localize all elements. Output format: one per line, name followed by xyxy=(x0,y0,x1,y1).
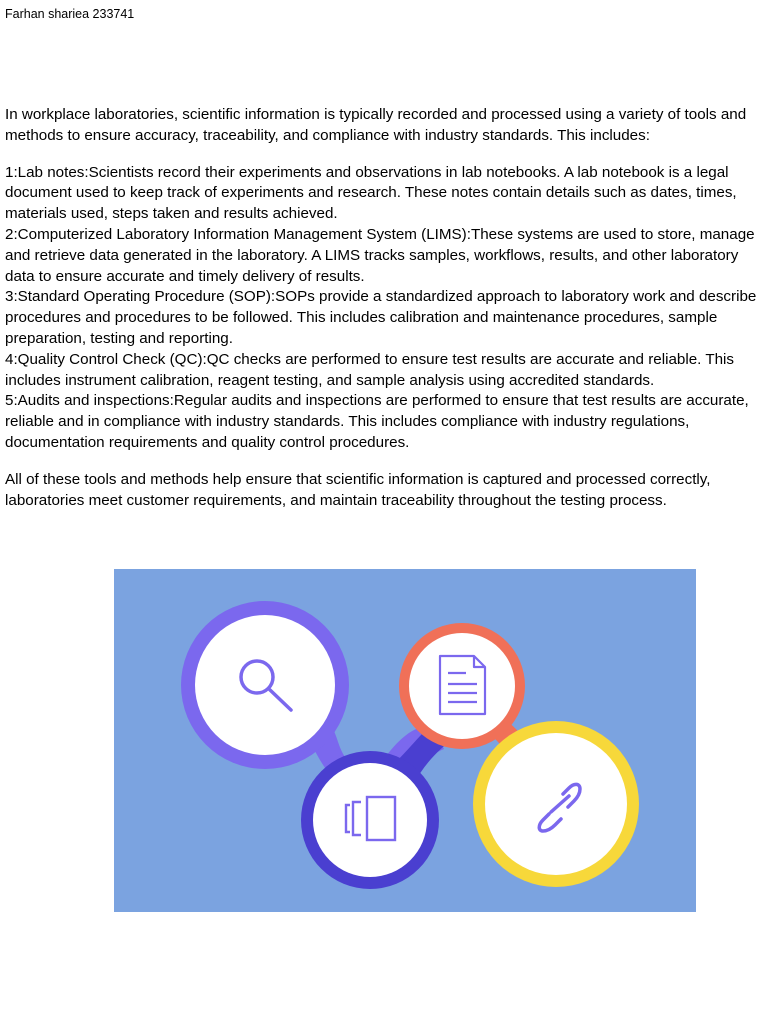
copy-disc xyxy=(313,763,427,877)
list-item-audits: 5:Audits and inspections:Regular audits and inspections are performed to ensure that test results are accurate, reliable and in compliance with industry standards. This includes compliance with industry regulations, documentation requirements and quality control procedures. xyxy=(5,392,749,451)
author-line: Farhan shariea 233741 xyxy=(5,7,135,21)
list-item-qc: 4:Quality Control Check (QC):QC checks are performed to ensure test results are accurate and reliable. This includes instrument calibration, reagent testing, and sample analysis using accredited standards. xyxy=(5,350,735,389)
list-item-sop: 3:Standard Operating Procedure (SOP):SOPs provide a standardized approach to laboratory work and describe procedures and procedures to be followed. This includes calibration and maintenance procedures, sample preparation, testing and reporting. xyxy=(5,288,757,347)
link-disc xyxy=(485,733,627,875)
list-item-lab-notes: 1:Lab notes:Scientists record their experiments and observations in lab notebooks. A lab notebook is a legal document used to keep track of experiments and research. These notes contain details such as dates, times, materials used, steps taken and results achieved. xyxy=(5,163,737,223)
document-body xyxy=(5,105,763,511)
illustration-graphic xyxy=(114,569,696,912)
search-disc xyxy=(195,615,335,755)
process-illustration xyxy=(114,569,696,912)
intro-paragraph: In workplace laboratories, scientific information is typically recorded and processed using a variety of tools and methods to ensure accuracy, traceability, and compliance with industry standards. This includes: xyxy=(5,106,747,144)
conclusion-paragraph: All of these tools and methods help ensure that scientific information is captured and processed correctly, laboratories meet customer requirements, and maintain traceability throughout the testing process. xyxy=(5,470,711,509)
document-disc xyxy=(409,633,515,739)
list-item-lims: 2:Computerized Laboratory Information Management System (LIMS):These systems are used to store, manage and retrieve data generated in the laboratory. A LIMS tracks samples, workflows, results, and other laboratory data to ensure accurate and timely delivery of results. xyxy=(5,225,755,285)
